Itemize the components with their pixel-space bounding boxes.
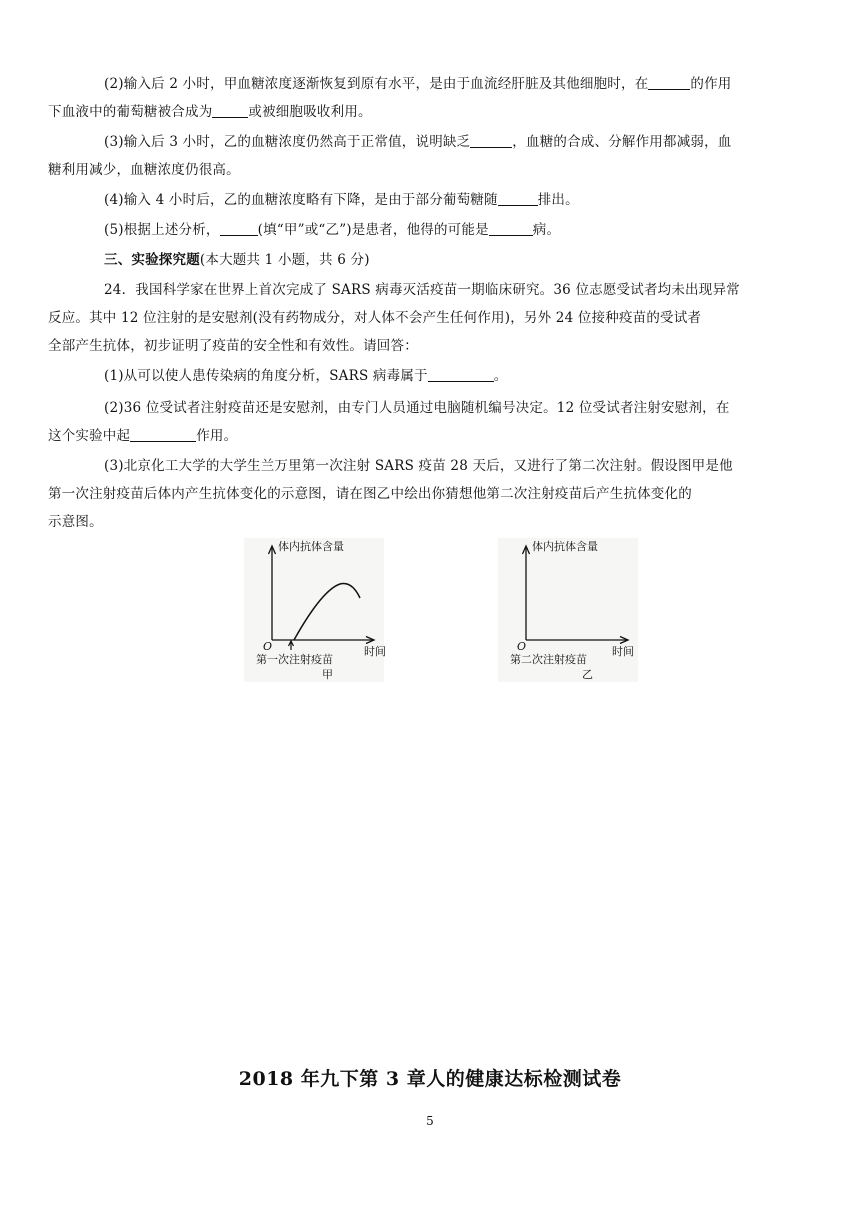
figure-caption: 甲: [322, 668, 333, 681]
page-number: 5: [426, 1114, 434, 1128]
figure-yi: [498, 538, 638, 682]
x-axis-label: 时间: [612, 645, 634, 658]
answer-blank[interactable]: [428, 367, 494, 382]
q24-part2: (2)36 位受试者注射疫苗还是安慰剂，由专门人员通过电脑随机编号决定。12 位受试者注射安慰剂，在 这个实验中起 作用。: [48, 400, 730, 444]
q24-intro: 24．我国科学家在世界上首次完成了 SARS 病毒灭活疫苗一期临床研究。36 位志愿受试者均未出现异常 反应。其中 12 位注射的是安慰剂(没有药物成分，对人体不会产生任何作用)，另外 24 位接种疫苗的受试者 全部产生抗体，初步证明了疫苗的安全性和有效性。请回答：: [48, 282, 740, 354]
answer-blank[interactable]: [648, 75, 690, 90]
q23-part2: (2)输入后 2 小时，甲血糖浓度逐渐恢复到原有水平，是由于血流经肝脏及其他细胞时，在 的作用 下血液中的葡萄糖被合成为 或被细胞吸收利用。: [48, 76, 732, 120]
exam-title: 2018 年九下第 3 章人的健康达标检测试卷: [238, 1068, 622, 1090]
origin-label: O: [263, 640, 273, 653]
y-axis-label: 体内抗体含量: [532, 540, 598, 553]
section-heading: 三、实验探究题(本大题共 1 小题，共 6 分): [104, 252, 370, 268]
antibody-curve: [294, 584, 360, 640]
q23-part5: (5)根据上述分析， (填“甲”或“乙”)是患者，他得的可能是 病。: [104, 222, 561, 238]
answer-blank[interactable]: [489, 221, 533, 236]
answer-blank[interactable]: [130, 427, 196, 442]
answer-blank[interactable]: [220, 221, 258, 236]
figure-caption: 乙: [582, 668, 593, 681]
answer-blank[interactable]: [470, 133, 512, 148]
injection-label: 第一次注射疫苗: [256, 653, 333, 666]
q23-part3: (3)输入后 3 小时，乙的血糖浓度仍然高于正常值，说明缺乏 ，血糖的合成、分解作用都减弱，血 糖利用减少，血糖浓度仍很高。: [48, 134, 732, 178]
y-axis-label: 体内抗体含量: [278, 540, 344, 553]
q24-part1: (1)从可以使人患传染病的角度分析，SARS 病毒属于 。: [104, 368, 508, 384]
origin-label: O: [517, 640, 527, 653]
q24-part3: (3)北京化工大学的大学生兰万里第一次注射 SARS 疫苗 28 天后，又进行了第二次注射。假设图甲是他 第一次注射疫苗后体内产生抗体变化的示意图，请在图乙中绘出你猜想他第二次注射疫苗后产生抗体变化的 示意图。: [48, 458, 733, 530]
answer-blank[interactable]: [498, 191, 538, 206]
x-axis-label: 时间: [364, 645, 386, 658]
q23-part4: (4)输入 4 小时后，乙的血糖浓度略有下降，是由于部分葡萄糖随 排出。: [104, 192, 579, 208]
figure-jia: [244, 538, 384, 682]
injection-label: 第二次注射疫苗: [510, 653, 587, 666]
answer-blank[interactable]: [212, 103, 248, 118]
